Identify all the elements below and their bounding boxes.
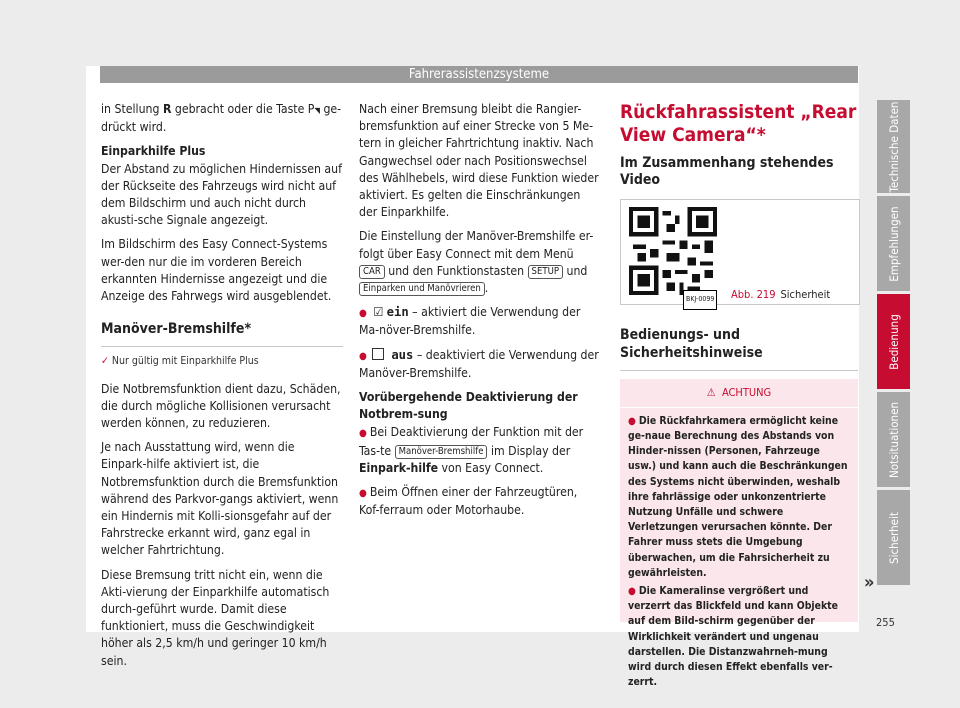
text: .: [484, 281, 489, 296]
subheading: Einparkhilfe Plus: [101, 144, 206, 159]
list-item: [359, 347, 601, 382]
paragraph: Diese Bremsung tritt nicht ein, wenn die Akti-vierung der Einparkhilfe automatisch durch-geführt wurde. Damit diese funktioniert, muss die Geschwindigkeit höher als 2,5 km/h und geringer 10 km/h sein.: [101, 567, 330, 668]
bullet-icon: ●: [359, 308, 367, 320]
section-main-title: Rückfahrassistent „Rear View Camera“*: [620, 101, 857, 146]
side-tabs: [877, 100, 910, 588]
text: – aktiviert die Verwendung der Ma-növer-Bremshilfe.: [359, 305, 581, 338]
list-item: [359, 424, 601, 477]
paragraph: [359, 389, 601, 423]
unchecked-box-icon: [372, 348, 384, 360]
list-item: [628, 584, 848, 690]
option-word: aus: [391, 347, 414, 362]
tab-sicherheit[interactable]: [877, 490, 910, 585]
paragraph: Die Notbremsfunktion dient dazu, Schäden, die durch mögliche Kollisionen verursacht werden können, zu reduzieren.: [101, 381, 341, 431]
tab-bedienung[interactable]: [877, 294, 910, 389]
caption-text: Sicherheit: [780, 288, 831, 302]
bullet-icon: ●: [359, 350, 367, 362]
text: Der Abstand zu möglichen Hindernissen auf der Rückseite des Fahrzeugs wird nicht auf dem Bildschirm und auch nicht durch akusti-sche Signale angezeigt.: [101, 161, 342, 228]
column-1: [101, 101, 343, 677]
note-text: Nur gültig mit Einparkhilfe Plus: [111, 355, 259, 368]
figure-qr: [620, 199, 860, 305]
tab-label: Sicherheit: [886, 511, 901, 564]
text: und den Funktionstasten: [384, 263, 528, 278]
tab-empfehlungen[interactable]: [877, 196, 910, 291]
divider: [101, 346, 343, 347]
warning-triangle-icon: ⚠: [706, 385, 716, 399]
list-item: [628, 414, 848, 581]
text: Bei Deaktivierung der Funktion mit der Tas-te: [359, 425, 584, 458]
text: Die Einstellung der Manöver-Bremshilfe er-folgt über Easy Connect mit dem Menü: [359, 229, 594, 261]
parking-key: Einparken und Manövrieren: [359, 282, 485, 296]
bullet-icon: ●: [628, 586, 636, 598]
bullet-icon: ●: [359, 428, 367, 440]
tab-technische-daten[interactable]: [877, 100, 910, 193]
tab-label: Notsituationen: [886, 401, 901, 478]
warning-box: [620, 379, 858, 689]
text: in Stellung: [101, 102, 163, 116]
list-item: [359, 484, 601, 519]
figure-number: Abb. 219: [731, 288, 776, 302]
text: und: [563, 263, 588, 278]
paragraph: Im Bildschirm des Easy Connect-Systems wer-den nur die im vorderen Bereich erkannten Hindernisse angezeigt und die Anzeige des Fahrwegs wird ausgeblendet.: [101, 237, 332, 304]
paragraph: [101, 101, 343, 136]
text: Beim Öffnen einer der Fahrzeugtüren, Kof-ferraum oder Motorhaube.: [359, 485, 578, 518]
section-title: Bedienungs- und Sicherheitshinweise: [620, 327, 763, 361]
page-number: 255: [876, 616, 895, 629]
video-subtitle: Im Zusammenhang stehendes Video: [620, 155, 834, 189]
qr-label: BKJ-0099: [683, 290, 717, 309]
brake-key: Manöver-Bremshilfe: [395, 445, 488, 459]
subheading: Vorübergehende Deaktivierung der Notbrem-sung: [359, 390, 578, 422]
text: Die Kameralinse vergrößert und verzerrt das Blickfeld und kann Objekte auf dem Bild-schirm gegenüber der Wirklichkeit verändert und ungenau darstellen. Die Distanzwahrneh-mung wird durch diesen Effekt ebenfalls ver-zerrt.: [628, 585, 838, 689]
tab-label: Technische Daten: [886, 101, 901, 192]
bullet-icon: ●: [359, 488, 367, 500]
list-item: [359, 304, 601, 339]
text: von Easy Connect.: [438, 460, 544, 475]
warning-body: [620, 408, 858, 691]
parking-key-icon: ◥: [314, 106, 320, 115]
text: – deaktiviert die Verwendung der Manöver-Bremshilfe.: [359, 347, 599, 380]
tab-label: Empfehlungen: [886, 205, 901, 282]
validity-note: [101, 353, 343, 370]
gear-r: R: [162, 102, 172, 116]
paragraph: Je nach Ausstattung wird, wenn die Einpark-hilfe aktiviert ist, die Notbremsfunktion durch die Bremsfunktion während des Parkvor-gangs aktiviert, wenn ein Hindernis mit Kolli-sionsgefahr auf der Fahrstrecke erkannt wird, ganz egal in welcher Fahrtrichtung.: [101, 440, 339, 558]
column-2: [359, 101, 601, 526]
car-key: CAR: [359, 265, 385, 279]
warning-title: ACHTUNG: [721, 385, 772, 399]
paragraph: [359, 228, 601, 297]
bullet-icon: ●: [628, 415, 636, 427]
chapter-header: Fahrerassistenzsysteme: [100, 66, 858, 83]
column-3: [620, 101, 858, 689]
text: ge-drückt wird.: [101, 102, 342, 135]
qr-code-icon[interactable]: [629, 207, 717, 295]
text: Die Rückfahrkamera ermöglicht keine ge-naue Berechnung des Abstands von Hinder-nissen (Personen, Fahrzeuge usw.) und kann auch die Beschränkungen des Systems nicht überwinden, weshalb ihre fahrlässige oder unkonzentrierte Nutzung Unfälle und schwere Verletzungen verursachen könnte. Der Fahrer muss stets die Umgebung überwachen, um die Fahrsicherheit zu gewährleisten.: [628, 414, 848, 579]
continue-arrow-icon: »: [864, 572, 875, 593]
option-word: ein: [386, 305, 409, 320]
check-icon: ✓: [101, 355, 109, 368]
tab-label: Bedienung: [886, 313, 901, 370]
checked-box-icon: ☑: [373, 305, 384, 320]
figure-caption: [731, 286, 830, 303]
tab-notsituationen[interactable]: [877, 392, 910, 487]
section-title: Manöver-Bremshilfe*: [101, 321, 252, 338]
setup-key: SETUP: [528, 265, 563, 279]
paragraph: Nach einer Bremsung bleibt die Rangier-bremsfunktion auf einer Strecke von 5 Me-tern in gleicher Fahrtrichtung inaktiv. Nach Gangwechsel oder nach Positionswechsel des Wählhebels, wird diese Funktion wieder aktiviert. Es gelten die Einschränkungen der Einparkhilfe.: [359, 102, 599, 220]
text: gebracht oder die Taste P: [171, 102, 315, 116]
text-bold: Einpark-hilfe: [359, 460, 439, 475]
warning-header: [620, 379, 858, 408]
divider: [620, 370, 858, 371]
text: im Display der: [487, 443, 571, 458]
paragraph: [101, 143, 343, 229]
